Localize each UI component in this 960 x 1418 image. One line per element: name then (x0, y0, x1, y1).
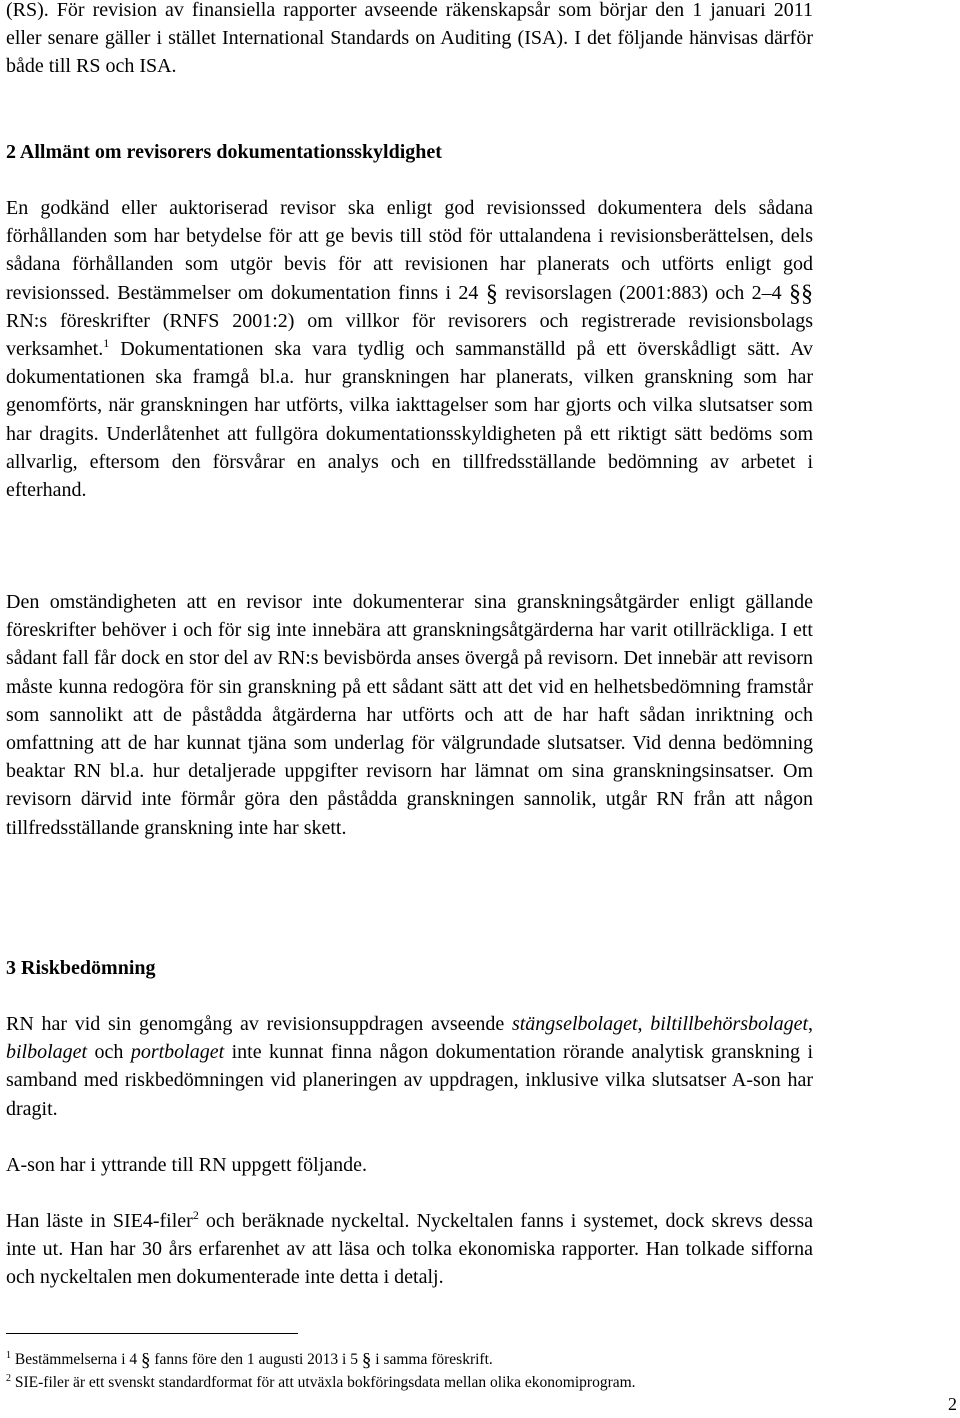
body-paragraph (6, 1010, 813, 1123)
footnote-text: Bestämmelserna i 4 (14, 1351, 138, 1368)
paragraph-text: Dokumentationen ska vara tydlig och sammanställd på ett överskådligt sätt. Av dokumentationen ska framgå bl.a. hur granskningen har planerats, vilken granskning som har genomförts, när granskningen har utförts, vilka iakttagelser som har gjorts och vilka slutsatser som har dragits. Underlåtenhet att fullgöra dokumentationsskyldigheten på ett riktigt sätt bedöms som allvarlig, eftersom den försvårar en analys och en tillfredsställande bedömning av arbetet i efterhand. (6, 338, 813, 502)
company-name: stängselbolaget (511, 1013, 638, 1035)
paragraph-text: (RS). För revision av finansiella rapporter avseende räkenskapsår som börjar den 1 januari 2011 eller senare gäller i stället International Standards on Auditing (ISA). I det följande hänvisas därför både till RS och ISA. (6, 0, 813, 78)
section-sign: § (141, 1350, 151, 1371)
footnote-number: 1 (6, 1350, 11, 1361)
paragraph-text: RN:s föreskrifter (RNFS 2001:2) om villkor för revisorers och registrerade revisionsbolags verksamhet. (6, 309, 813, 361)
paragraph-text: revisorslagen (2001:883) och 2–4 (505, 281, 782, 304)
footnote-text: SIE-filer är ett svenskt standardformat för att utväxla bokföringsdata mellan olika ekonomiprogram. (14, 1374, 636, 1391)
footnotes (6, 1348, 906, 1394)
paragraph-text: RN har vid sin genomgång av revisionsuppdragen avseende (6, 1013, 512, 1035)
section-sign: § (361, 1350, 372, 1371)
section-sign: § (485, 280, 498, 307)
company-name: portbolaget (130, 1041, 225, 1064)
footnote-1 (6, 1348, 906, 1371)
body-paragraph (6, 0, 813, 81)
paragraph-text: och (87, 1041, 131, 1064)
paragraph-text: En godkänd eller auktoriserad revisor ska enligt god revisionssed dokumentera dels sådana förhållanden som har betydelse för att ge bevis till stöd för uttalandena i revisionsberättelsen, dels sådana förhållanden som utgör bevis för att revisionen har planerats och utförts enligt god revisionssed. Bestämmelser om dokumentation finns i 24 (6, 197, 813, 304)
paragraph-text: A-son har i yttrande till RN uppgett följande. (6, 1154, 368, 1176)
paragraph-text: , (637, 1013, 651, 1035)
page-number: 2 (948, 1394, 957, 1414)
section-sign: §§ (789, 280, 814, 307)
body-paragraph (6, 588, 813, 842)
section-heading: 3 Riskbedömning (6, 957, 156, 979)
paragraph-text: inte kunnat finna någon dokumentation rörande analytisk granskning i samband med riskbedömningen vid planeringen av uppdragen, inklusive vilka slutsatser A-son har dragit. (6, 1041, 813, 1120)
footnote-2 (6, 1371, 906, 1394)
footnote-text: i samma föreskrift. (375, 1351, 493, 1368)
section-heading: 2 Allmänt om revisorers dokumentationsskyldighet (6, 141, 442, 163)
footnote-number: 2 (6, 1373, 11, 1384)
footnote-reference: 1 (103, 336, 110, 351)
company-name: biltillbehörsbolaget (650, 1013, 809, 1035)
body-paragraph (6, 1151, 367, 1179)
body-paragraph (6, 194, 813, 504)
paragraph-text: Han läste in SIE4-filer (6, 1210, 193, 1232)
paragraph-text: och beräknade nyckeltal. Nyckeltalen fanns i systemet, dock skrevs dessa inte ut. Han har 30 års erfarenhet av att läsa och tolka ekonomiska rapporter. Han tolkade sifforna och nyckeltalen men dokumenterade inte detta i detalj. (6, 1210, 813, 1289)
footnote-reference: 2 (192, 1208, 199, 1222)
footnote-text: fanns före den 1 augusti 2013 i 5 (154, 1351, 358, 1368)
body-paragraph (6, 1207, 813, 1292)
footnote-separator (6, 1333, 298, 1334)
company-name: bilbolaget (6, 1041, 88, 1064)
paragraph-text: Den omständigheten att en revisor inte dokumenterar sina granskningsåtgärder enligt gällande föreskrifter behöver i och för sig inte innebära att granskningsåtgärderna har varit otillräckliga. I ett sådant fall får dock en stor del av RN:s bevisbörda anses övergå på revisorn. Det innebär att revisorn måste kunna redogöra för sin granskning på ett sådant sätt att det vid en helhetsbedömning framstår som sannolikt att de påstådda åtgärderna har utförts och att de har haft sådan inriktning och omfattning att de har kunnat tjäna som underlag för välgrundade slutsatser. Vid denna bedömning beaktar RN bl.a. hur detaljerade uppgifter revisorn har lämnat om sina granskningsinsatser. Om revisorn därvid inte förmår göra den påstådda granskningen sannolik, utgår RN från att någon tillfredsställande granskning inte har skett. (6, 591, 813, 839)
paragraph-text: , (808, 1013, 814, 1035)
